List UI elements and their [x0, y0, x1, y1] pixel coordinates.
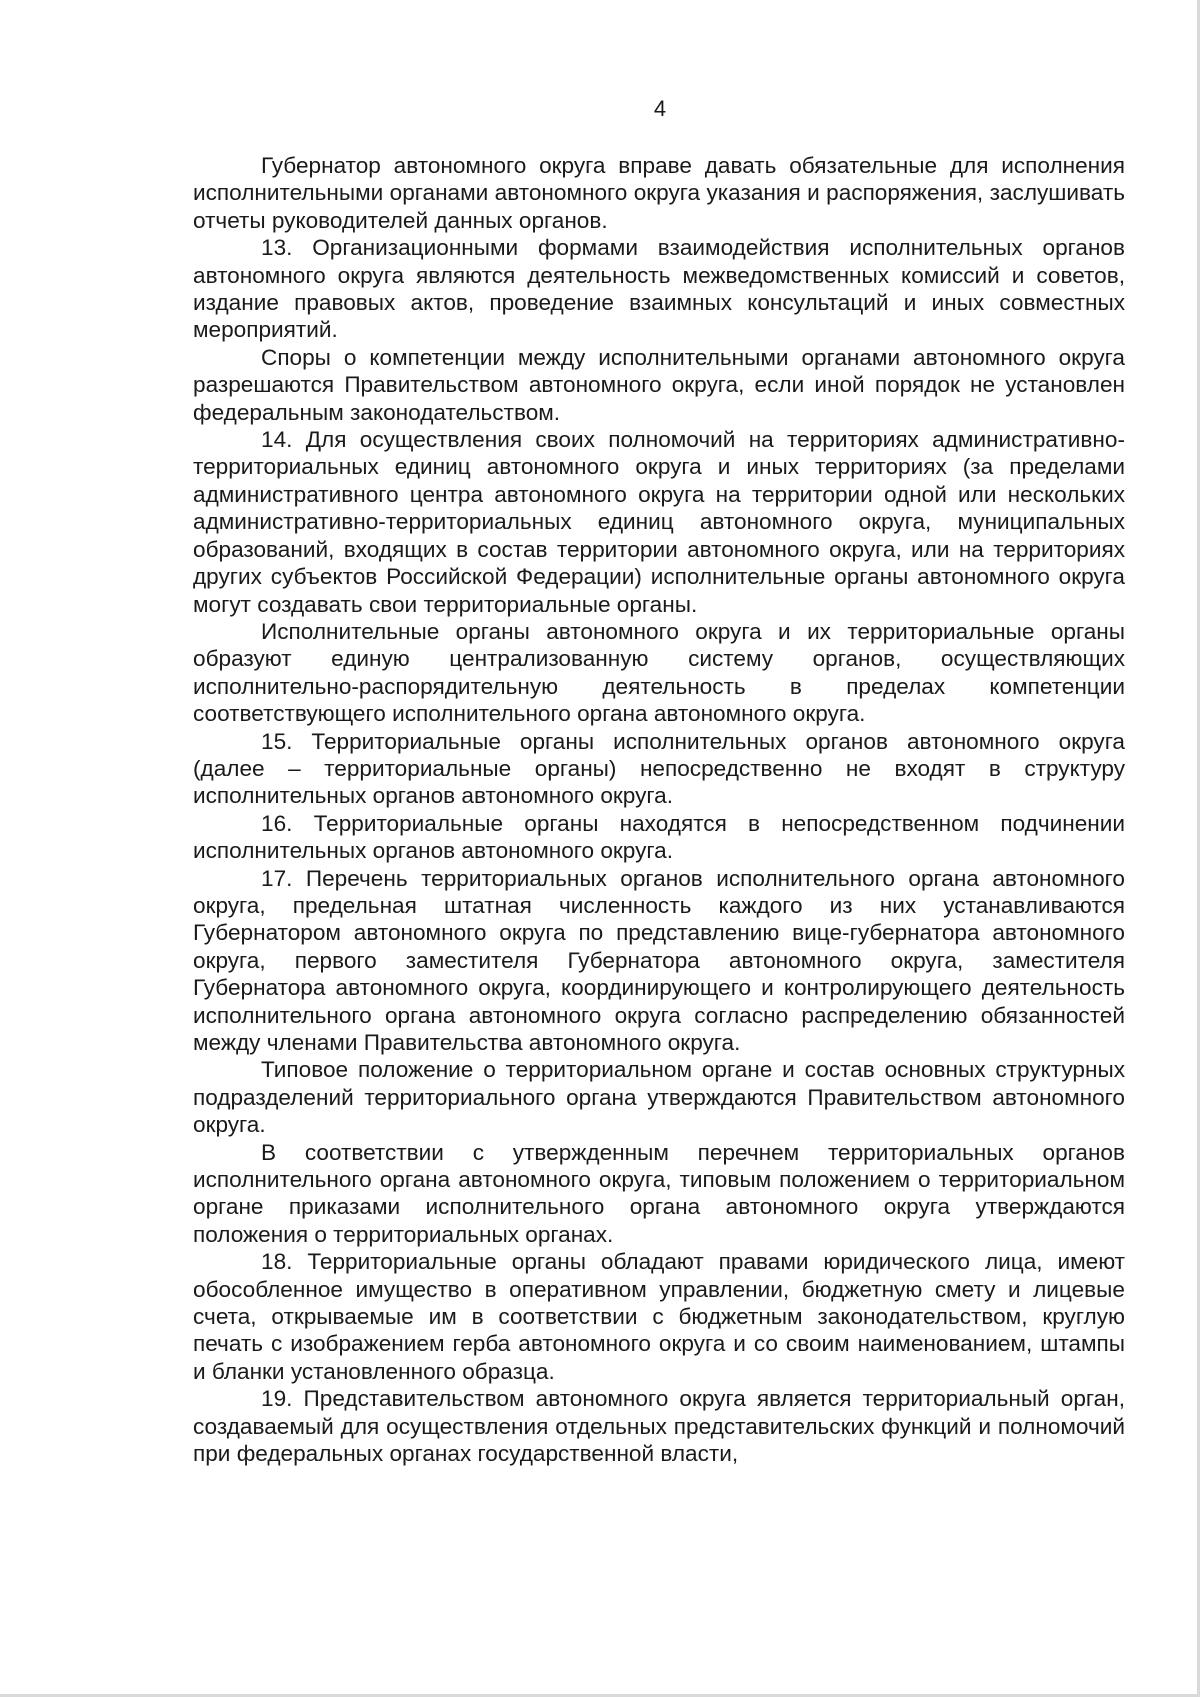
paragraph-competence-disputes: Споры о компетенции между исполнительными органами автономного округа разрешаются Правительством автономного округа, если иной порядок не установлен федеральным законодательством. [193, 344, 1125, 425]
paragraph-16: 16. Территориальные органы находятся в непосредственном подчинении исполнительных органов автономного округа. [193, 810, 1125, 864]
document-body [193, 152, 1125, 1468]
paragraph-19: 19. Представительством автономного округа является территориальный орган, создаваемый для осуществления отдельных представительских функций и полномочий при федеральных органах государственной власти, [193, 1386, 1125, 1467]
paragraph-14: 14. Для осуществления своих полномочий на территориях административно-территориальных единиц автономного округа и иных территориях (за пределами административного центра автономного округа на территории одной или нескольких административно-территориальных единиц автономного округа, муниципальных образований, входящих в состав территории автономного округа, или на территориях других субъектов Российской Федерации) исполнительные органы автономного округа могут создавать свои территориальные органы. [193, 427, 1125, 617]
paragraph-centralized-system: Исполнительные органы автономного округа и их территориальные органы образуют единую централизованную систему органов, осуществляющих исполнительно-распорядительную деятельность в пределах компетенции соответствующего исполнительного органа автономного округа. [193, 618, 1125, 727]
page-number: 4 [653, 96, 667, 121]
paragraph-15: 15. Территориальные органы исполнительных органов автономного округа (далее – территориальные органы) непосредственно не входят в структуру исполнительных органов автономного округа. [193, 728, 1125, 809]
paragraph-17: 17. Перечень территориальных органов исполнительного органа автономного округа, предельная штатная численность каждого из них устанавливаются Губернатором автономного округа по представлению вице-губернатора автономного округа, первого заместителя Губернатора автономного округа, заместителя Губернатора автономного округа, координирующего и контролирующего деятельность исполнительного органа автономного округа согласно распределению обязанностей между членами Правительства автономного округа. [193, 865, 1125, 1055]
paragraph-typical-regulation: Типовое положение о территориальном органе и состав основных структурных подразделений территориального органа утверждаются Правительством автономного округа. [193, 1057, 1125, 1138]
paragraph-13: 13. Организационными формами взаимодействия исполнительных органов автономного округа являются деятельность межведомственных комиссий и советов, издание правовых актов, проведение взаимных консультаций и иных совместных мероприятий. [193, 235, 1125, 343]
paragraph-governor-instructions: Губернатор автономного округа вправе давать обязательные для исполнения исполнительными органами автономного округа указания и распоряжения, заслушивать отчеты руководителей данных органов. [193, 153, 1125, 233]
paragraph-approved-list: В соответствии с утвержденным перечнем территориальных органов исполнительного органа автономного округа, типовым положением о территориальном органе приказами исполнительного органа автономного округа утверждаются положения о территориальных органах. [193, 1139, 1125, 1247]
paragraph-18: 18. Территориальные органы обладают правами юридического лица, имеют обособленное имущество в оперативном управлении, бюджетную смету и лицевые счета, открываемые им в соответствии с бюджетным законодательством, круглую печать с изображением герба автономного округа и со своим наименованием, штампы и бланки установленного образца. [193, 1249, 1125, 1384]
